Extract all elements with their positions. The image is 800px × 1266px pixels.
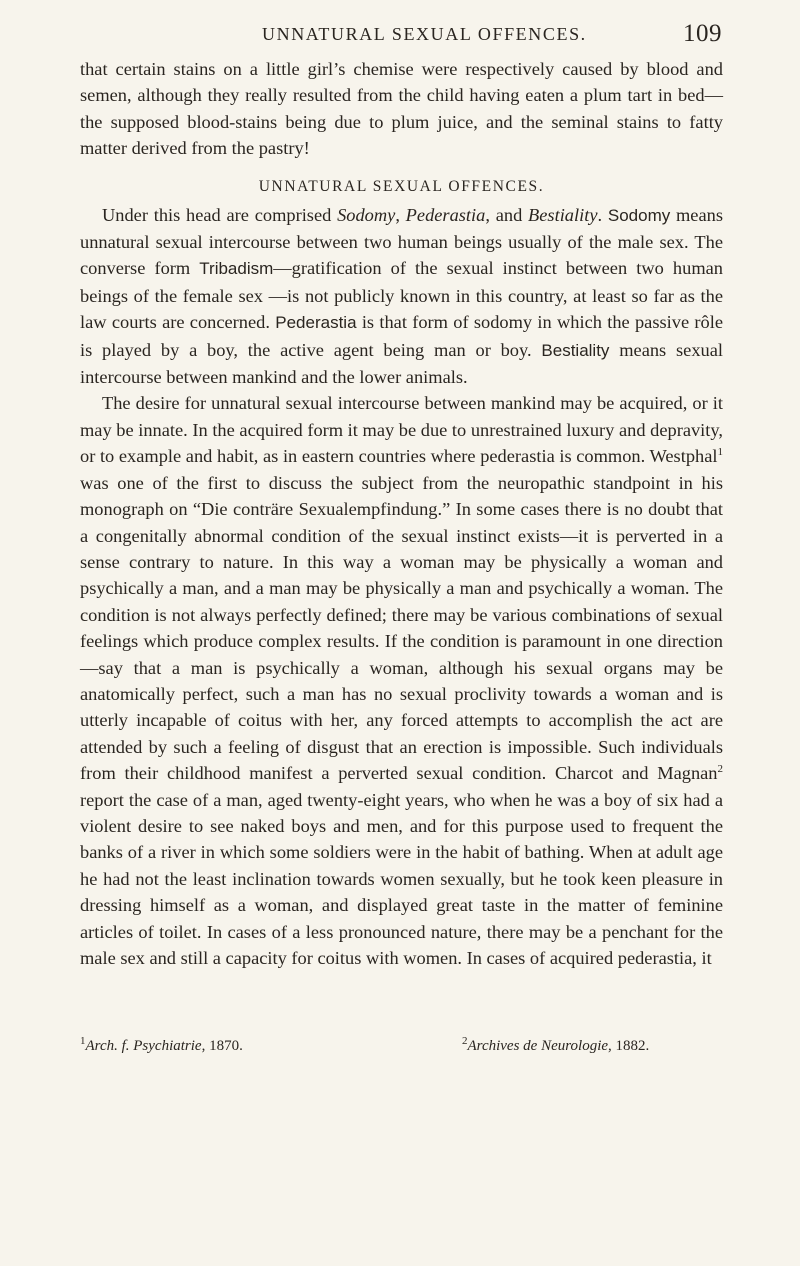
text-run: The desire for unnatural sexual intercourse between mankind may be acquired, or it may be innate. In the acquired form it may be due to unrestrained luxury and depravity, or to example and habit, as in eastern countries where pederastia is common. Westphal bbox=[80, 393, 723, 467]
section-heading: UNNATURAL SEXUAL OFFENCES. bbox=[258, 177, 545, 195]
text-run: . bbox=[597, 204, 603, 225]
italic-term-pederastia: Pederastia bbox=[405, 204, 486, 225]
text-run: is that form of sodomy in which the passive rôle is played by a boy, the active agent being man or boy. bbox=[80, 312, 723, 360]
continued-paragraph: that certain stains on a little girl’s chemise were respectively caused by blood and semen, although they really resulted from the child having eaten a plum tart in bed—the supposed blood-stains being due to plum juice, and the seminal stains to fatty matter derived from the pastry! bbox=[80, 59, 723, 159]
term-tribadism: Tribadism bbox=[199, 259, 274, 279]
page-number: 109 bbox=[683, 20, 722, 47]
text-run: , bbox=[395, 204, 406, 225]
footnote-2-year: , 1882. bbox=[608, 1038, 650, 1054]
footnotes bbox=[80, 1036, 723, 1056]
footnote-1 bbox=[80, 1035, 243, 1054]
running-head-title: UNNATURAL SEXUAL OFFENCES. bbox=[262, 24, 587, 44]
text-run: Under this head are comprised bbox=[102, 204, 338, 225]
text-run: —gratification of the sexual instinct between two human beings of the female sex —is not publicly known in this country, at least so far as the law courts are concerned. bbox=[80, 258, 723, 333]
text-run: report the case of a man, aged twenty-eight years, who when he was a boy of six had a violent desire to see naked boys and men, and for this purpose used to frequent the banks of a river in which some soldiers were in the habit of bathing. When at adult age he had not the least inclination towards women sexually, but he took keen pleasure in dressing himself as a woman, and displayed great taste in the matter of feminine articles of toilet. In cases of a less pronounced nature, there may be a penchant for the male sex and still a capacity for coitus with women. In cases of acquired pederastia, it bbox=[80, 789, 723, 968]
footnote-ref-1[interactable]: 1 bbox=[717, 446, 723, 459]
text-run: means sexual intercourse between mankind and the lower animals. bbox=[80, 339, 723, 388]
causes-paragraph bbox=[80, 390, 723, 971]
footnote-mark-1: 1 bbox=[80, 1035, 86, 1047]
term-pederastia: Pederastia bbox=[275, 313, 357, 333]
page-body bbox=[80, 56, 723, 971]
footnote-2-source: Archives de Neurologie bbox=[467, 1038, 609, 1054]
footnote-2 bbox=[462, 1036, 649, 1056]
footnote-mark-2: 2 bbox=[462, 1035, 468, 1047]
text-run: was one of the first to discuss the subject from the neuropathic standpoint in his monograph on “Die conträre Sexualempfindung.” In some cases there is no doubt that a congenitally abnormal condition of the sexual instinct exists—it is perverted in a sense contrary to nature. In this way a woman may be physically a woman and psychically a man, and a man may be physically a man and psychically a woman. The condition is not always perfectly defined; there may be various combinations of sexual feelings which produce complex results. If the condition is paramount in one direction—say that a man is psychically a woman, although his sexual organs may be anatomically perfect, such a man has no sexual proclivity towards a woman and is utterly incapable of coitus with her, any forced attempts to accomplish the act are attended by such a feeling of disgust that an erection is impossible. Such individuals from their childhood manifest a perverted sexual condition. Charcot and Magnan bbox=[80, 472, 723, 784]
italic-term-sodomy: Sodomy bbox=[337, 204, 396, 225]
footnote-ref-2[interactable]: 2 bbox=[717, 763, 723, 776]
text-run: , and bbox=[485, 204, 529, 225]
italic-term-bestiality: Bestiality bbox=[528, 204, 598, 225]
term-bestiality: Bestiality bbox=[541, 340, 610, 360]
running-head bbox=[0, 20, 800, 52]
text-run: means unnatural sexual intercourse between two human beings usually of the male sex. The converse form bbox=[80, 204, 723, 279]
term-sodomy: Sodomy bbox=[607, 205, 671, 225]
definitions-paragraph bbox=[80, 202, 723, 391]
footnote-1-source: Arch. f. Psychiatrie bbox=[85, 1038, 202, 1054]
footnote-1-year: , 1870. bbox=[201, 1038, 243, 1054]
